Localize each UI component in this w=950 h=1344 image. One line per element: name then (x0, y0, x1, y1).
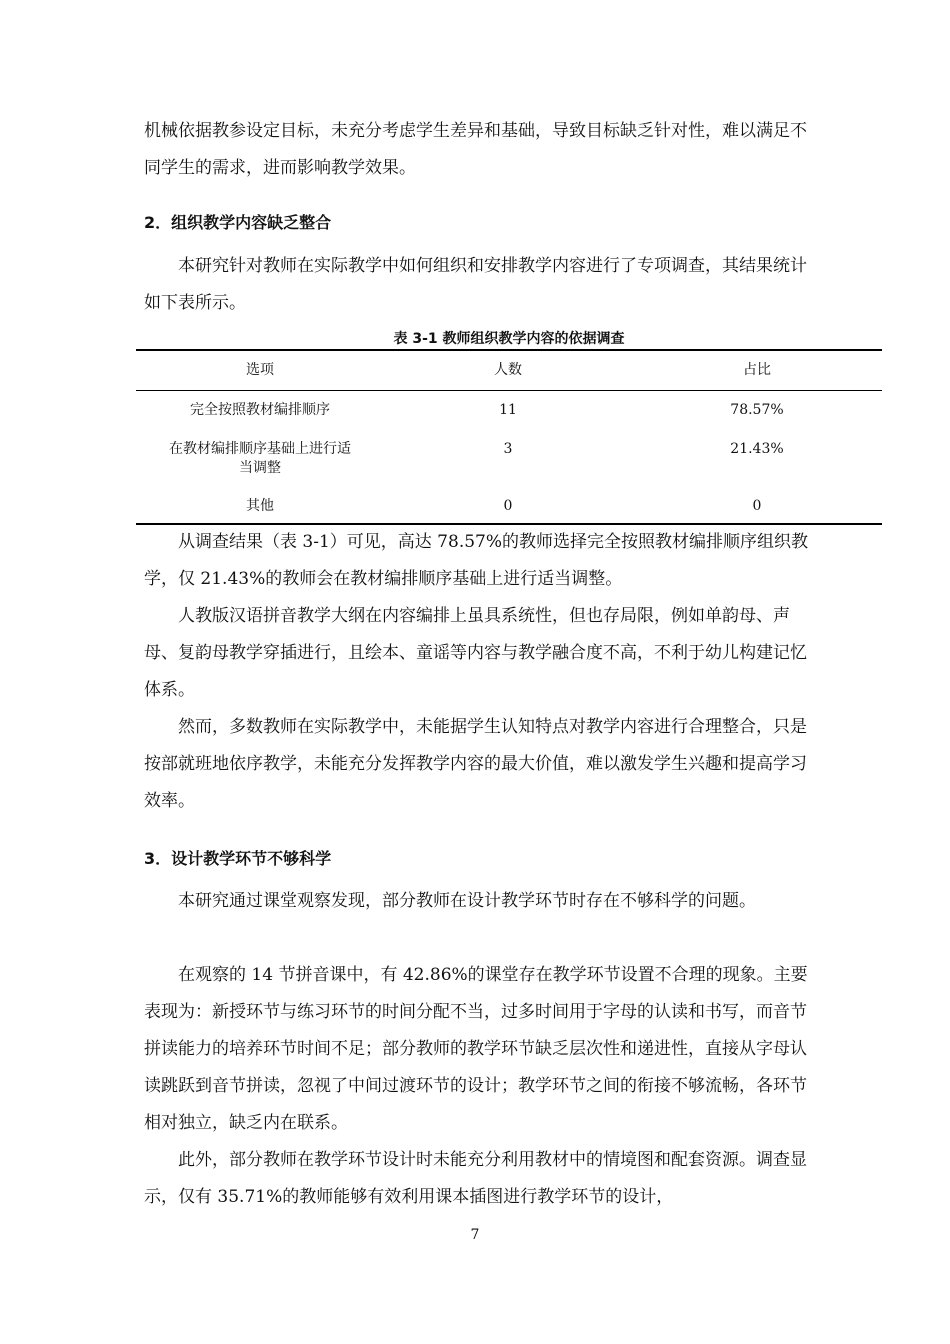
table-header-rule (136, 390, 882, 391)
table-cell-option-line1: 在教材编排顺序基础上进行适 (169, 441, 351, 457)
table-cell-count: 0 (503, 498, 513, 514)
table-header-option: 选项 (246, 362, 274, 378)
table-cell-percent: 21.43% (730, 441, 784, 457)
paragraph-syllabus: 人教版汉语拼音教学大纲在内容编排上虽具系统性，但也存局限，例如单韵母、声母、复韵母教学穿插进行，且绘本、童谣等内容与教学融合度不高，不利于幼儿构建记忆体系。 (144, 606, 807, 700)
table-cell-option-line2: 当调整 (239, 460, 281, 476)
table-header-percent: 占比 (743, 362, 771, 378)
table-top-rule (136, 349, 882, 351)
section-heading-3: 3．设计教学环节不够科学 (144, 849, 332, 868)
paragraph-observation: 本研究通过课堂观察发现，部分教师在设计教学环节时存在不够科学的问题。 (178, 891, 756, 911)
paragraph-continuation: 机械依据教参设定目标，未充分考虑学生差异和基础，导致目标缺乏针对性，难以满足不同学生的需求，进而影响教学效果。 (144, 121, 807, 178)
table-cell-count: 11 (499, 402, 517, 418)
paragraph-survey-intro: 本研究针对教师在实际教学中如何组织和安排教学内容进行了专项调查，其结果统计如下表所示。 (144, 256, 807, 313)
table-header-count: 人数 (494, 362, 522, 378)
table-cell-count: 3 (503, 441, 513, 457)
paragraph-resources: 此外，部分教师在教学环节设计时未能充分利用教材中的情境图和配套资源。调查显示，仅有 35.71%的教师能够有效利用课本插图进行教学环节的设计， (144, 1150, 807, 1207)
paragraph-lesson-stats: 在观察的 14 节拼音课中，有 42.86%的课堂存在教学环节设置不合理的现象。主要表现为：新授环节与练习环节的时间分配不当，过多时间用于字母的认读和书写，而音节拼读能力的培养环节时间不足；部分教师的教学环节缺乏层次性和递进性，直接从字母认读跳跃到音节拼读，忽视了中间过渡环节的设计；教学环节之间的衔接不够流畅，各环节相对独立，缺乏内在联系。 (144, 965, 808, 1133)
table-cell-percent: 0 (752, 498, 762, 514)
paragraph-integration: 然而，多数教师在实际教学中，未能据学生认知特点对教学内容进行合理整合，只是按部就班地依序教学，未能充分发挥教学内容的最大价值，难以激发学生兴趣和提高学习效率。 (144, 717, 807, 811)
paragraph-survey-result: 从调查结果（表 3-1）可见，高达 78.57%的教师选择完全按照教材编排顺序组织教学，仅 21.43%的教师会在教材编排顺序基础上进行适当调整。 (144, 532, 809, 589)
table-cell-option: 其他 (246, 498, 274, 514)
table-cell-percent: 78.57% (730, 402, 784, 418)
table-caption: 表 3-1 教师组织教学内容的依据调查 (393, 331, 625, 347)
page-number: 7 (470, 1227, 480, 1243)
table-cell-option: 完全按照教材编排顺序 (190, 402, 330, 418)
table-cell-option (136, 440, 384, 478)
section-heading-2: 2．组织教学内容缺乏整合 (144, 213, 332, 232)
